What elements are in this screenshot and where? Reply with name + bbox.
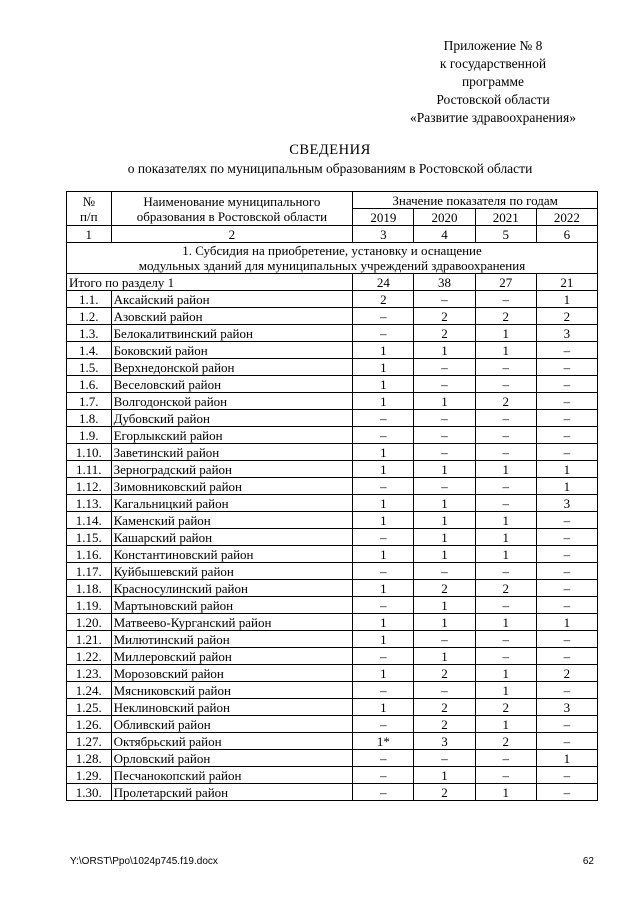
table-row: [67, 427, 598, 444]
district-name: Веселовский район: [111, 376, 353, 393]
indicator-value: 2: [414, 784, 475, 801]
indicator-value: 1: [353, 665, 414, 682]
district-name: Песчанокопский район: [111, 767, 353, 784]
column-numbers-row: [67, 226, 598, 243]
row-number: 1.10.: [67, 444, 112, 461]
row-number: 1.24.: [67, 682, 112, 699]
district-name: Белокалитвинский район: [111, 325, 353, 342]
indicator-value: –: [353, 478, 414, 495]
column-number: 3: [353, 226, 414, 243]
indicator-value: 1: [414, 342, 475, 359]
indicator-value: –: [536, 546, 597, 563]
row-number: 1.25.: [67, 699, 112, 716]
indicator-value: –: [475, 478, 536, 495]
header-years-group: Значение показателя по годам: [353, 192, 598, 209]
table-row: [67, 444, 598, 461]
district-name: Куйбышевский район: [111, 563, 353, 580]
indicator-value: –: [536, 376, 597, 393]
indicator-value: 1*: [353, 733, 414, 750]
indicator-value: –: [536, 359, 597, 376]
indicator-value: –: [536, 580, 597, 597]
district-name: Матвеево-Курганский район: [111, 614, 353, 631]
indicator-value: –: [475, 427, 536, 444]
indicator-value: 1: [475, 461, 536, 478]
indicator-value: 2: [536, 665, 597, 682]
district-name: Кагальницкий район: [111, 495, 353, 512]
table-row: [67, 410, 598, 427]
district-name: Красносулинский район: [111, 580, 353, 597]
header-year-2020: 2020: [414, 209, 475, 226]
indicator-value: 2: [414, 308, 475, 325]
appendix-line: «Развитие здравоохранения»: [410, 110, 576, 125]
indicator-value: 1: [536, 750, 597, 767]
indicator-value: –: [536, 410, 597, 427]
table-row: [67, 614, 598, 631]
row-number: 1.11.: [67, 461, 112, 478]
district-name: Боковский район: [111, 342, 353, 359]
indicator-value: 1: [536, 461, 597, 478]
header-num-line: п/п: [80, 208, 98, 224]
appendix-line: Ростовской области: [436, 92, 550, 107]
indicator-value: 3: [414, 733, 475, 750]
row-number: 1.18.: [67, 580, 112, 597]
indicator-value: 2: [353, 291, 414, 308]
table-row: [67, 342, 598, 359]
indicator-value: –: [414, 410, 475, 427]
column-number: 4: [414, 226, 475, 243]
indicator-value: 1: [475, 529, 536, 546]
indicator-value: 1: [536, 291, 597, 308]
indicator-value: –: [536, 427, 597, 444]
indicator-value: 1: [414, 597, 475, 614]
indicator-value: 1: [414, 614, 475, 631]
indicator-value: –: [475, 563, 536, 580]
row-number: 1.12.: [67, 478, 112, 495]
indicator-value: 1: [414, 495, 475, 512]
district-name: Аксайский район: [111, 291, 353, 308]
indicator-value: 1: [475, 546, 536, 563]
table-row: [67, 512, 598, 529]
indicator-value: 2: [475, 733, 536, 750]
district-name: Каменский район: [111, 512, 353, 529]
table-row: [67, 716, 598, 733]
indicator-value: 2: [475, 308, 536, 325]
column-number: 1: [67, 226, 112, 243]
indicator-value: –: [353, 784, 414, 801]
row-number: 1.16.: [67, 546, 112, 563]
indicator-value: –: [475, 597, 536, 614]
indicator-value: 1: [353, 631, 414, 648]
row-number: 1.22.: [67, 648, 112, 665]
total-value: 24: [353, 274, 414, 291]
indicator-value: –: [536, 784, 597, 801]
table-row: [67, 631, 598, 648]
row-number: 1.23.: [67, 665, 112, 682]
row-number: 1.26.: [67, 716, 112, 733]
district-name: Зимовниковский район: [111, 478, 353, 495]
indicator-value: 1: [475, 665, 536, 682]
indicator-value: –: [414, 682, 475, 699]
indicator-value: –: [536, 512, 597, 529]
row-number: 1.27.: [67, 733, 112, 750]
row-number: 1.4.: [67, 342, 112, 359]
table-row: [67, 308, 598, 325]
row-number: 1.8.: [67, 410, 112, 427]
table-row: [67, 546, 598, 563]
indicator-value: 2: [414, 325, 475, 342]
indicator-value: –: [414, 427, 475, 444]
indicator-value: 1: [353, 461, 414, 478]
district-name: Обливский район: [111, 716, 353, 733]
total-label: Итого по разделу 1: [67, 274, 353, 291]
indicator-value: –: [353, 682, 414, 699]
row-number: 1.29.: [67, 767, 112, 784]
appendix-block: [393, 37, 593, 127]
footer-file-path: Y:\ORST\Ppo\1024p745.f19.docx: [70, 856, 218, 867]
table-row: [67, 784, 598, 801]
table-row: [67, 325, 598, 342]
indicator-value: –: [353, 648, 414, 665]
district-name: Октябрьский район: [111, 733, 353, 750]
indicator-value: 1: [414, 461, 475, 478]
indicator-value: –: [536, 529, 597, 546]
table-row: [67, 529, 598, 546]
row-number: 1.6.: [67, 376, 112, 393]
indicator-value: –: [536, 444, 597, 461]
indicator-value: –: [475, 750, 536, 767]
indicator-value: –: [475, 631, 536, 648]
indicator-value: 1: [414, 767, 475, 784]
total-value: 38: [414, 274, 475, 291]
indicator-value: –: [353, 750, 414, 767]
total-value: 27: [475, 274, 536, 291]
indicator-value: 1: [353, 393, 414, 410]
indicator-value: 1: [353, 359, 414, 376]
column-number: 2: [111, 226, 353, 243]
indicator-value: 1: [353, 342, 414, 359]
indicator-value: 2: [414, 716, 475, 733]
indicator-value: –: [353, 427, 414, 444]
row-number: 1.20.: [67, 614, 112, 631]
indicator-value: 1: [475, 342, 536, 359]
indicator-value: 3: [536, 325, 597, 342]
column-number: 5: [475, 226, 536, 243]
district-name: Волгодонской район: [111, 393, 353, 410]
indicator-value: –: [536, 648, 597, 665]
district-name: Мясниковский район: [111, 682, 353, 699]
district-name: Мартыновский район: [111, 597, 353, 614]
total-value: 21: [536, 274, 597, 291]
table-row: [67, 478, 598, 495]
indicator-value: 1: [353, 580, 414, 597]
table-row: [67, 291, 598, 308]
indicator-value: –: [414, 750, 475, 767]
indicator-value: –: [536, 393, 597, 410]
indicator-value: –: [353, 563, 414, 580]
appendix-line: Приложение № 8: [443, 38, 543, 53]
row-number: 1.7.: [67, 393, 112, 410]
indicator-value: –: [475, 767, 536, 784]
indicator-value: 2: [475, 699, 536, 716]
appendix-line: программе: [461, 74, 525, 89]
indicator-value: –: [353, 767, 414, 784]
indicator-value: –: [414, 359, 475, 376]
column-number: 6: [536, 226, 597, 243]
section-title-line: 1. Субсидия на приобретение, установку и оснащение: [182, 243, 482, 258]
indicator-value: –: [536, 733, 597, 750]
indicator-value: –: [353, 410, 414, 427]
indicator-value: –: [475, 291, 536, 308]
row-number: 1.28.: [67, 750, 112, 767]
row-number: 1.9.: [67, 427, 112, 444]
header-name-line: Наименование муниципального: [143, 193, 321, 209]
table-row: [67, 580, 598, 597]
indicator-value: –: [414, 376, 475, 393]
indicator-value: –: [414, 563, 475, 580]
header-row: [67, 192, 598, 209]
indicator-value: –: [475, 376, 536, 393]
table-row: [67, 563, 598, 580]
document-title: СВЕДЕНИЯ: [289, 142, 371, 158]
district-name: Константиновский район: [111, 546, 353, 563]
indicator-value: 1: [414, 648, 475, 665]
section-title-cell: [67, 243, 598, 274]
section-row: [67, 243, 598, 274]
table-row: [67, 682, 598, 699]
header-name-cell: [111, 192, 353, 226]
table-row: [67, 495, 598, 512]
indicator-value: –: [536, 631, 597, 648]
indicator-value: 1: [353, 376, 414, 393]
indicator-value: –: [536, 682, 597, 699]
header-name-line: образования в Ростовской области: [136, 208, 328, 224]
row-number: 1.5.: [67, 359, 112, 376]
indicator-value: 1: [536, 478, 597, 495]
indicator-value: –: [414, 291, 475, 308]
district-name: Верхнедонской район: [111, 359, 353, 376]
indicator-value: 1: [353, 546, 414, 563]
indicator-value: –: [353, 529, 414, 546]
indicator-value: 1: [536, 614, 597, 631]
indicator-value: –: [353, 325, 414, 342]
indicator-value: 1: [475, 325, 536, 342]
indicator-value: –: [536, 563, 597, 580]
header-year-2022: 2022: [536, 209, 597, 226]
row-number: 1.21.: [67, 631, 112, 648]
district-name: Неклиновский район: [111, 699, 353, 716]
indicator-value: 1: [353, 495, 414, 512]
indicator-value: –: [353, 597, 414, 614]
indicator-value: –: [353, 716, 414, 733]
indicator-value: 1: [475, 784, 536, 801]
district-name: Миллеровский район: [111, 648, 353, 665]
indicator-value: –: [536, 767, 597, 784]
row-number: 1.14.: [67, 512, 112, 529]
row-number: 1.19.: [67, 597, 112, 614]
indicator-value: 1: [353, 614, 414, 631]
page-number: 62: [582, 856, 594, 867]
table-row: [67, 733, 598, 750]
table-row: [67, 597, 598, 614]
indicator-value: 2: [414, 665, 475, 682]
table-row: [67, 376, 598, 393]
indicator-value: 2: [475, 580, 536, 597]
district-name: Пролетарский район: [111, 784, 353, 801]
indicator-value: 1: [353, 444, 414, 461]
district-name: Морозовский район: [111, 665, 353, 682]
indicator-value: 1: [414, 546, 475, 563]
indicator-value: 1: [353, 512, 414, 529]
row-number: 1.15.: [67, 529, 112, 546]
table-row: [67, 767, 598, 784]
indicator-value: –: [475, 495, 536, 512]
section-title-line: модульных зданий для муниципальных учреждений здравоохранения: [138, 258, 526, 273]
indicator-value: –: [475, 410, 536, 427]
indicator-value: –: [475, 648, 536, 665]
indicator-value: 1: [353, 699, 414, 716]
indicator-value: –: [536, 342, 597, 359]
table-row: [67, 750, 598, 767]
header-num-cell: [67, 192, 112, 226]
header-year-2019: 2019: [353, 209, 414, 226]
indicator-value: 2: [414, 580, 475, 597]
indicator-value: 1: [475, 682, 536, 699]
district-name: Орловский район: [111, 750, 353, 767]
indicator-value: 3: [536, 495, 597, 512]
table-row: [67, 665, 598, 682]
indicator-value: –: [536, 597, 597, 614]
indicator-value: –: [414, 444, 475, 461]
district-name: Заветинский район: [111, 444, 353, 461]
district-name: Милютинский район: [111, 631, 353, 648]
document-subtitle: о показателях по муниципальным образованиям в Ростовской области: [127, 161, 533, 176]
indicator-value: 2: [414, 699, 475, 716]
district-name: Кашарский район: [111, 529, 353, 546]
header-num-line: №: [82, 193, 95, 209]
indicator-value: 1: [414, 529, 475, 546]
district-name: Азовский район: [111, 308, 353, 325]
table-row: [67, 699, 598, 716]
district-name: Егорлыкский район: [111, 427, 353, 444]
header-year-2021: 2021: [475, 209, 536, 226]
indicator-value: 1: [475, 614, 536, 631]
table-row: [67, 359, 598, 376]
district-name: Зерноградский район: [111, 461, 353, 478]
row-number: 1.17.: [67, 563, 112, 580]
indicator-value: –: [414, 478, 475, 495]
district-name: Дубовский район: [111, 410, 353, 427]
appendix-line: к государственной: [439, 56, 547, 71]
indicator-value: –: [475, 359, 536, 376]
row-number: 1.1.: [67, 291, 112, 308]
indicator-value: 1: [414, 393, 475, 410]
indicator-value: 2: [536, 308, 597, 325]
table-row: [67, 648, 598, 665]
indicator-value: 3: [536, 699, 597, 716]
indicator-value: –: [414, 631, 475, 648]
indicator-value: –: [475, 444, 536, 461]
row-number: 1.2.: [67, 308, 112, 325]
row-number: 1.13.: [67, 495, 112, 512]
table-row: [67, 461, 598, 478]
row-number: 1.30.: [67, 784, 112, 801]
total-row: [67, 274, 598, 291]
table-row: [67, 393, 598, 410]
indicator-value: 1: [475, 512, 536, 529]
indicator-value: –: [353, 308, 414, 325]
indicators-table: [66, 191, 598, 801]
indicator-value: 2: [475, 393, 536, 410]
row-number: 1.3.: [67, 325, 112, 342]
indicator-value: –: [536, 716, 597, 733]
indicator-value: 1: [414, 512, 475, 529]
indicator-value: 1: [475, 716, 536, 733]
